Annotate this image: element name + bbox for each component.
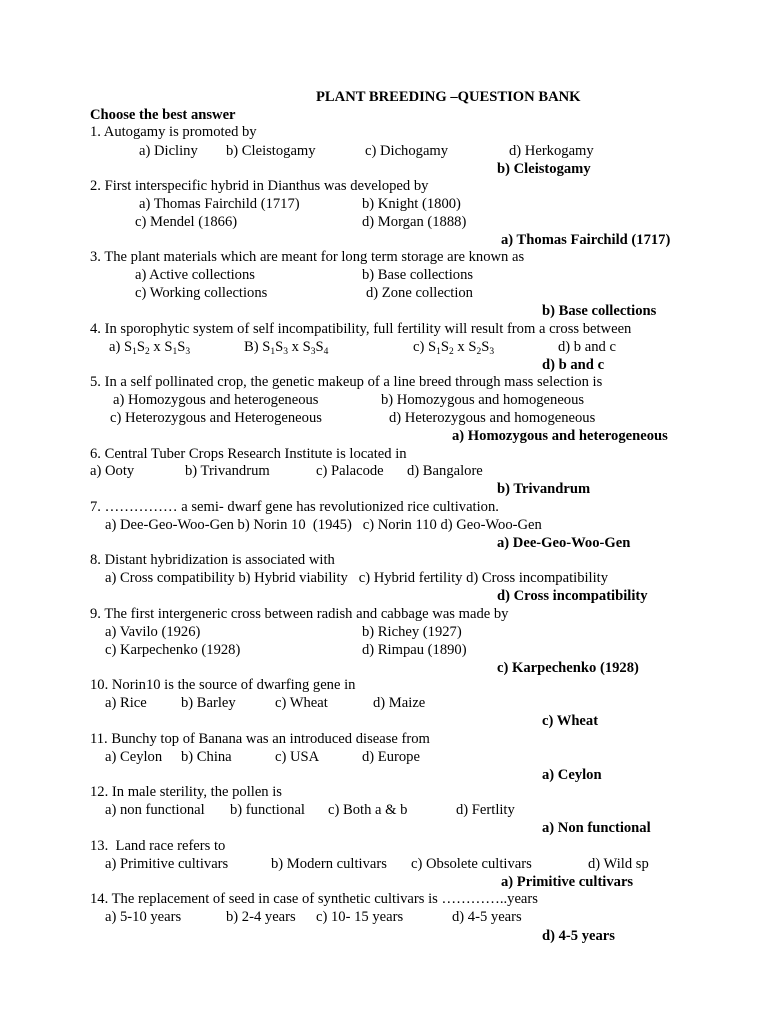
option: d) Morgan (1888) — [362, 214, 467, 230]
option: d) Wild sp — [588, 856, 649, 872]
answer: b) Base collections — [542, 303, 657, 319]
option: c) Both a & b — [328, 802, 408, 818]
question-stem: 12. In male sterility, the pollen is — [90, 784, 282, 800]
option: c) Working collections — [135, 285, 268, 301]
option-line: a) Dee-Geo-Woo-Gen b) Norin 10 (1945) c) Norin 110 d) Geo-Woo-Gen — [105, 517, 542, 533]
question-stem: 13. Land race refers to — [90, 838, 226, 854]
option: a) Active collections — [135, 267, 255, 283]
option: d) Rimpau (1890) — [362, 642, 467, 658]
option: a) Homozygous and heterogeneous — [113, 392, 319, 408]
option: c) Dichogamy — [365, 143, 449, 159]
option: c) Mendel (1866) — [135, 214, 238, 230]
option: c) Palacode — [316, 463, 384, 479]
answer: d) b and c — [542, 357, 605, 373]
option: c) 10- 15 years — [316, 909, 404, 925]
option: a) Rice — [105, 695, 147, 711]
option: d) Zone collection — [366, 285, 473, 301]
option: a) Dicliny — [139, 143, 198, 159]
option: b) Cleistogamy — [226, 143, 316, 159]
answer: c) Wheat — [542, 713, 599, 729]
option: a) non functional — [105, 802, 205, 818]
answer: a) Thomas Fairchild (1717) — [501, 232, 671, 248]
question-stem: 6. Central Tuber Crops Research Institute is located in — [90, 446, 407, 462]
option: b) China — [181, 749, 232, 765]
option: b) Base collections — [362, 267, 474, 283]
option: c) Wheat — [275, 695, 328, 711]
question-stem: 7. …………… a semi- dwarf gene has revolutionized rice cultivation. — [90, 499, 499, 515]
question-stem: 1. Autogamy is promoted by — [90, 124, 257, 140]
option: b) Barley — [181, 695, 236, 711]
question-stem: 5. In a self pollinated crop, the genetic makeup of a line breed through mass selection is — [90, 374, 603, 390]
option: d) Herkogamy — [509, 143, 594, 159]
option: a) Vavilo (1926) — [105, 624, 201, 640]
question-stem: 14. The replacement of seed in case of synthetic cultivars is …………..years — [90, 891, 538, 907]
option: a) Ceylon — [105, 749, 163, 765]
answer: a) Homozygous and heterogeneous — [452, 428, 668, 444]
option: c) Obsolete cultivars — [411, 856, 532, 872]
option: d) 4-5 years — [452, 909, 522, 925]
question-stem: 3. The plant materials which are meant for long term storage are known as — [90, 249, 525, 265]
option: b) Richey (1927) — [362, 624, 462, 640]
option: b) Knight (1800) — [362, 196, 461, 212]
answer: a) Non functional — [542, 820, 651, 836]
option: a) Ooty — [90, 463, 135, 479]
option: d) Fertlity — [456, 802, 515, 818]
answer: a) Ceylon — [542, 767, 602, 783]
option-line: a) Cross compatibility b) Hybrid viability c) Hybrid fertility d) Cross incompatibility — [105, 570, 609, 586]
option: b) Homozygous and homogeneous — [381, 392, 585, 408]
option: c) Karpechenko (1928) — [105, 642, 241, 658]
option: b) functional — [230, 802, 305, 818]
question-stem: 11. Bunchy top of Banana was an introduced disease from — [90, 731, 430, 747]
option-subscript: B) $S_1S_3$ x $S_3S_4$ — [244, 339, 329, 357]
answer: d) 4-5 years — [542, 928, 615, 944]
option: d) Bangalore — [407, 463, 483, 479]
answer: a) Primitive cultivars — [501, 874, 634, 890]
option: a) 5-10 years — [105, 909, 182, 925]
question-stem: 9. The first intergeneric cross between radish and cabbage was made by — [90, 606, 509, 622]
option: b) Trivandrum — [185, 463, 270, 479]
page-title: PLANT BREEDING –QUESTION BANK — [316, 89, 581, 105]
question-stem: 8. Distant hybridization is associated with — [90, 552, 335, 568]
answer: c) Karpechenko (1928) — [497, 660, 639, 676]
option-subscript: c) $S_1S_2$ x $S_2S_3$ — [413, 339, 495, 357]
answer: b) Cleistogamy — [497, 161, 591, 177]
option: b) Modern cultivars — [271, 856, 387, 872]
option: d) b and c — [558, 339, 616, 355]
option: a) Primitive cultivars — [105, 856, 229, 872]
instruction: Choose the best answer — [90, 107, 236, 123]
question-stem: 4. In sporophytic system of self incompatibility, full fertility will result from a cross between — [90, 321, 632, 337]
answer: a) Dee-Geo-Woo-Gen — [497, 535, 631, 551]
option: d) Europe — [362, 749, 420, 765]
option: b) 2-4 years — [226, 909, 296, 925]
option: d) Heterozygous and homogeneous — [389, 410, 596, 426]
option-subscript: a) $S_1S_2$ x $S_1S_3$ — [109, 339, 191, 357]
option: d) Maize — [373, 695, 426, 711]
answer: d) Cross incompatibility — [497, 588, 648, 604]
option: c) Heterozygous and Heterogeneous — [110, 410, 322, 426]
answer: b) Trivandrum — [497, 481, 591, 497]
option: a) Thomas Fairchild (1717) — [139, 196, 300, 212]
question-stem: 10. Norin10 is the source of dwarfing gene in — [90, 677, 356, 693]
option: c) USA — [275, 749, 320, 765]
question-stem: 2. First interspecific hybrid in Dianthus was developed by — [90, 178, 429, 194]
